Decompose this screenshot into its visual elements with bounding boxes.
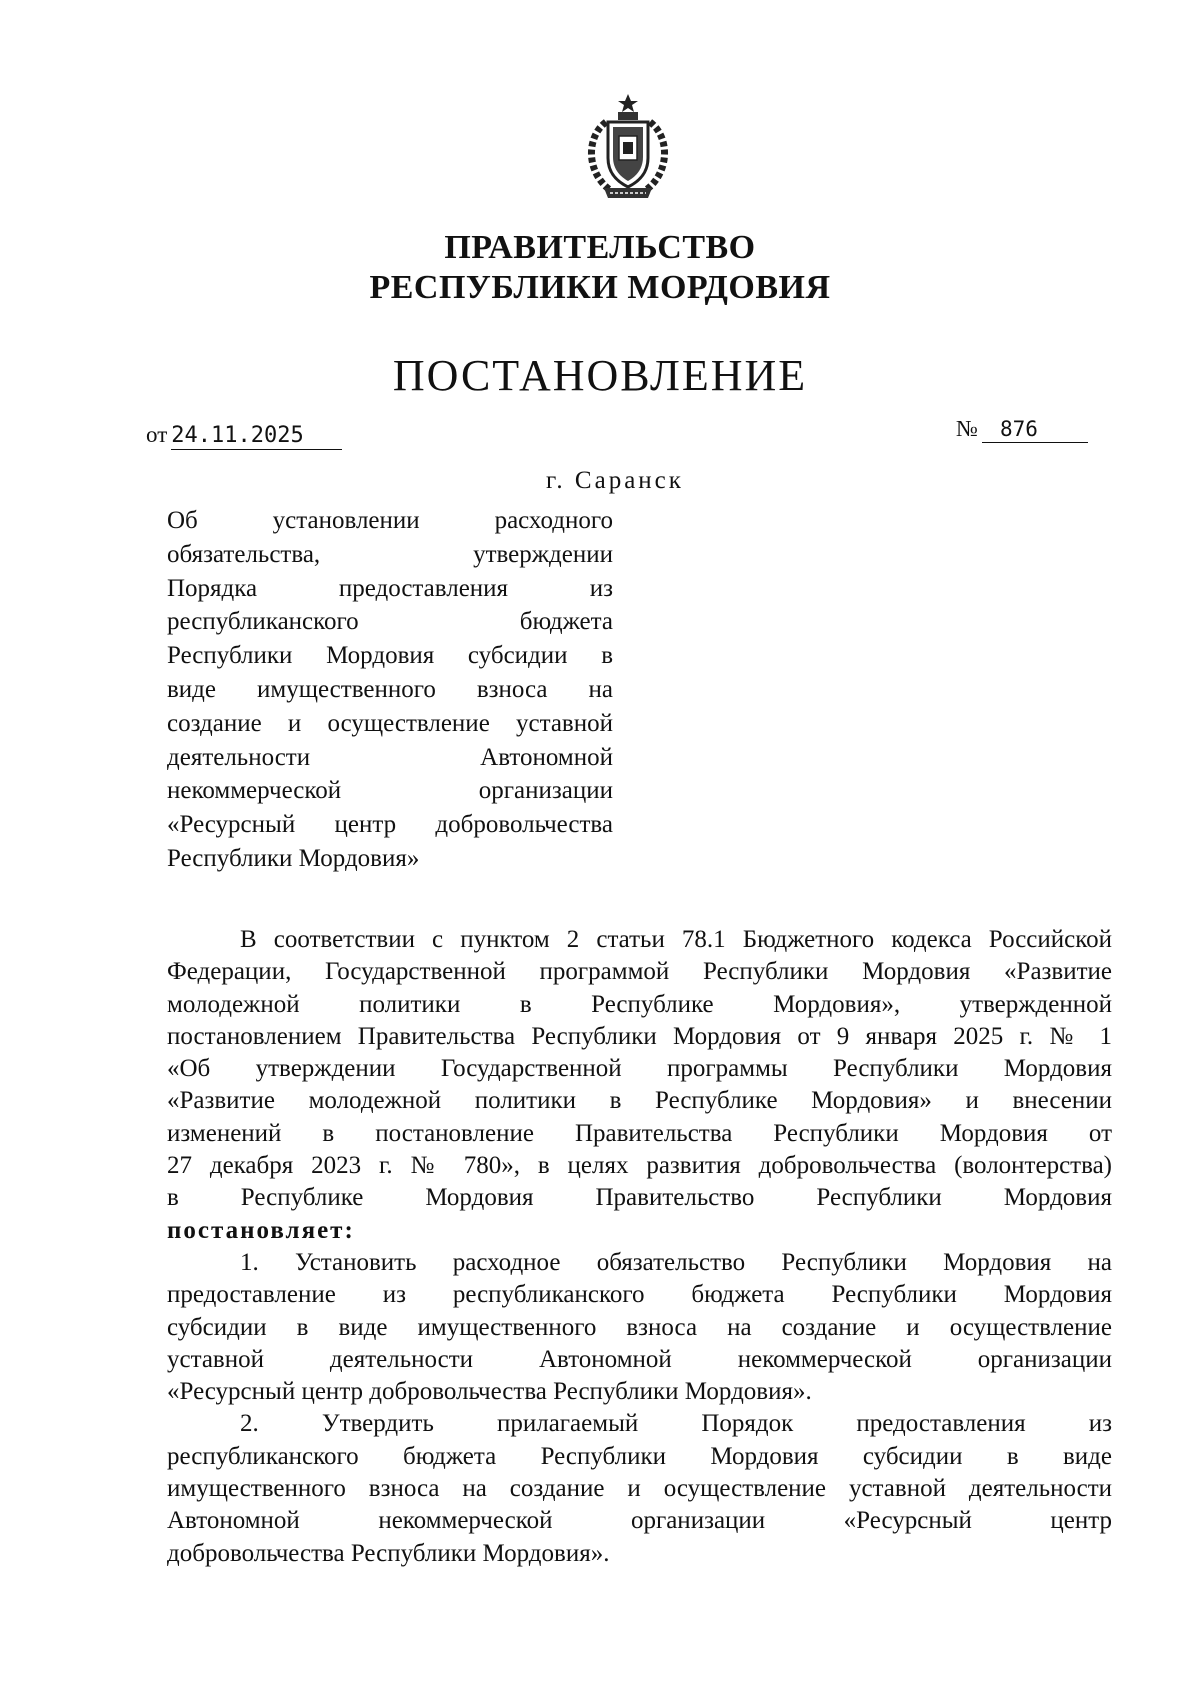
item-2-line: Автономной некоммерческой организации «Ресурсный центр <box>167 1507 1112 1535</box>
item-1-line: «Ресурсный центр добровольчества Республики Мордовия». <box>167 1378 812 1406</box>
document-date-row <box>146 420 342 450</box>
item-2-line: добровольчества Республики Мордовия». <box>167 1539 610 1567</box>
subject-line: Республики Мордовия субсидии в <box>167 642 613 670</box>
coat-of-arms-emblem <box>568 92 688 202</box>
subject-line: республиканского бюджета <box>167 608 613 636</box>
document-number: 876 <box>982 416 1088 443</box>
date-prefix: от <box>146 422 168 447</box>
preamble-line: «Развитие молодежной политики в Республике Мордовия» и внесении <box>167 1087 1112 1115</box>
coat-of-arms-icon <box>568 92 688 202</box>
item-1-line: 1. Установить расходное обязательство Республики Мордовия на <box>240 1248 1112 1276</box>
document-date: 24.11.2025 <box>171 423 341 450</box>
preamble-line: в Республике Мордовия Правительство Республики Мордовия <box>167 1184 1112 1212</box>
subject-line: «Ресурсный центр добровольчества <box>167 811 613 839</box>
preamble-line: изменений в постановление Правительства Республики Мордовия от <box>167 1119 1112 1147</box>
subject-line: деятельности Автономной <box>167 743 613 771</box>
document-city: г. Саранск <box>546 467 684 494</box>
document-number-row <box>956 414 1088 444</box>
preamble-line: 27 декабря 2023 г. № 780», в целях развития добровольчества (волонтерства) <box>167 1152 1112 1180</box>
document-type-title: ПОСТАНОВЛЕНИЕ <box>392 351 808 400</box>
subject-line: Порядка предоставления из <box>167 574 613 602</box>
item-1-line: предоставление из республиканского бюджета Республики Мордовия <box>167 1281 1112 1309</box>
preamble-line: «Об утверждении Государственной программы Республики Мордовия <box>167 1055 1112 1083</box>
subject-line: некоммерческой организации <box>167 777 613 805</box>
subject-line: Об установлении расходного <box>167 507 613 534</box>
preamble-line: В соответствии с пунктом 2 статьи 78.1 Бюджетного кодекса Российской <box>240 926 1112 953</box>
item-2-line: республиканского бюджета Республики Мордовия субсидии в виде <box>167 1442 1112 1470</box>
document-subject <box>167 504 613 876</box>
item-1-line: субсидии в виде имущественного взноса на создание и осуществление <box>167 1313 1112 1341</box>
preamble-line: постановлением Правительства Республики Мордовия от 9 января 2025 г. № 1 <box>167 1022 1112 1050</box>
organization-name-line-1: ПРАВИТЕЛЬСТВО <box>444 229 756 266</box>
preamble-line: молодежной политики в Республике Мордовия», утвержденной <box>167 990 1112 1018</box>
number-prefix: № <box>956 416 978 441</box>
item-2-line: 2. Утвердить прилагаемый Порядок предоставления из <box>240 1410 1112 1438</box>
item-1-line: уставной деятельности Автономной некоммерческой организации <box>167 1345 1112 1373</box>
subject-line: виде имущественного взноса на <box>167 675 613 703</box>
subject-line: обязательства, утверждении <box>167 540 613 568</box>
document-body <box>167 924 1112 1570</box>
subject-line: создание и осуществление уставной <box>167 709 613 737</box>
subject-line: Республики Мордовия» <box>167 844 420 872</box>
item-2-line: имущественного взноса на создание и осуществление уставной деятельности <box>167 1475 1112 1503</box>
resolves-word: постановляет: <box>167 1216 355 1244</box>
organization-name-line-2: РЕСПУБЛИКИ МОРДОВИЯ <box>369 269 831 306</box>
preamble-line: Федерации, Государственной программой Республики Мордовия «Развитие <box>167 958 1112 986</box>
